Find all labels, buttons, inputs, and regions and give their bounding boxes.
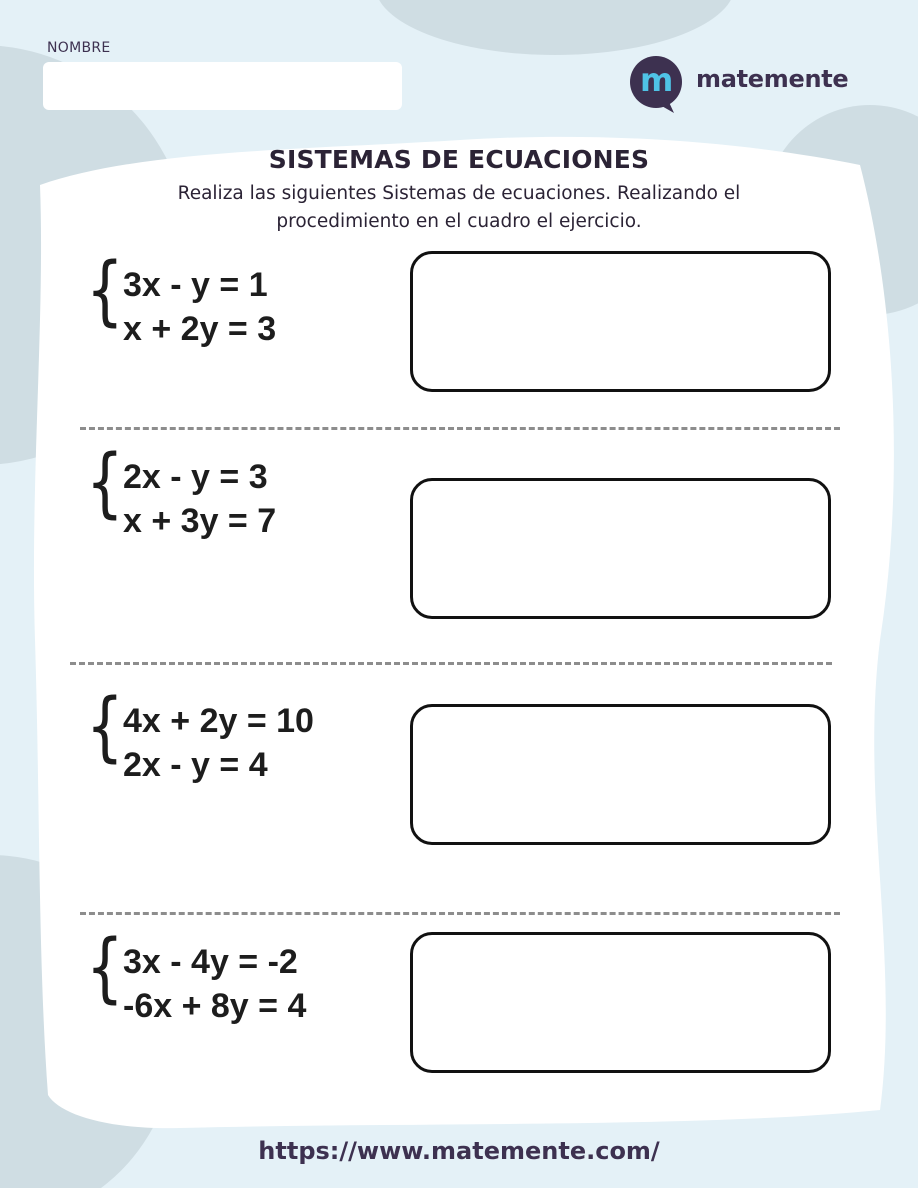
equation-1: 2x - y = 3 [123,458,268,496]
brace-icon: { [86,922,124,1011]
divider [70,662,832,665]
instructions: Realiza las siguientes Sistemas de ecuaciones. Realizando el procedimiento en el cuadro el ejercicio. [177,183,741,232]
page-title: SISTEMAS DE ECUACIONES [268,145,650,174]
equation-2: -6x + 8y = 4 [123,987,307,1025]
equation-1: 4x + 2y = 10 [123,702,314,740]
logo-text: matemente [696,65,849,93]
brace-icon: { [86,245,124,334]
brace-icon: { [86,681,124,770]
footer-url[interactable]: https://www.matemente.com/ [258,1137,660,1165]
logo [624,55,884,115]
exercise [0,245,918,408]
logo-letter: m [640,61,674,99]
equation-2: x + 2y = 3 [123,310,277,348]
answer-box[interactable] [410,932,831,1073]
exercise [0,922,918,1085]
equation-2: 2x - y = 4 [123,746,268,784]
divider [80,912,840,915]
brace-icon: { [86,437,124,526]
exercise [0,437,918,600]
answer-box[interactable] [410,251,831,392]
name-input[interactable] [43,62,402,110]
name-label: NOMBRE [47,40,111,56]
exercise [0,681,918,844]
answer-box[interactable] [410,704,831,845]
equation-2: x + 3y = 7 [123,502,277,540]
equation-1: 3x - y = 1 [123,266,268,304]
equation-1: 3x - 4y = -2 [123,943,298,981]
answer-box[interactable] [410,478,831,619]
divider [80,427,840,430]
